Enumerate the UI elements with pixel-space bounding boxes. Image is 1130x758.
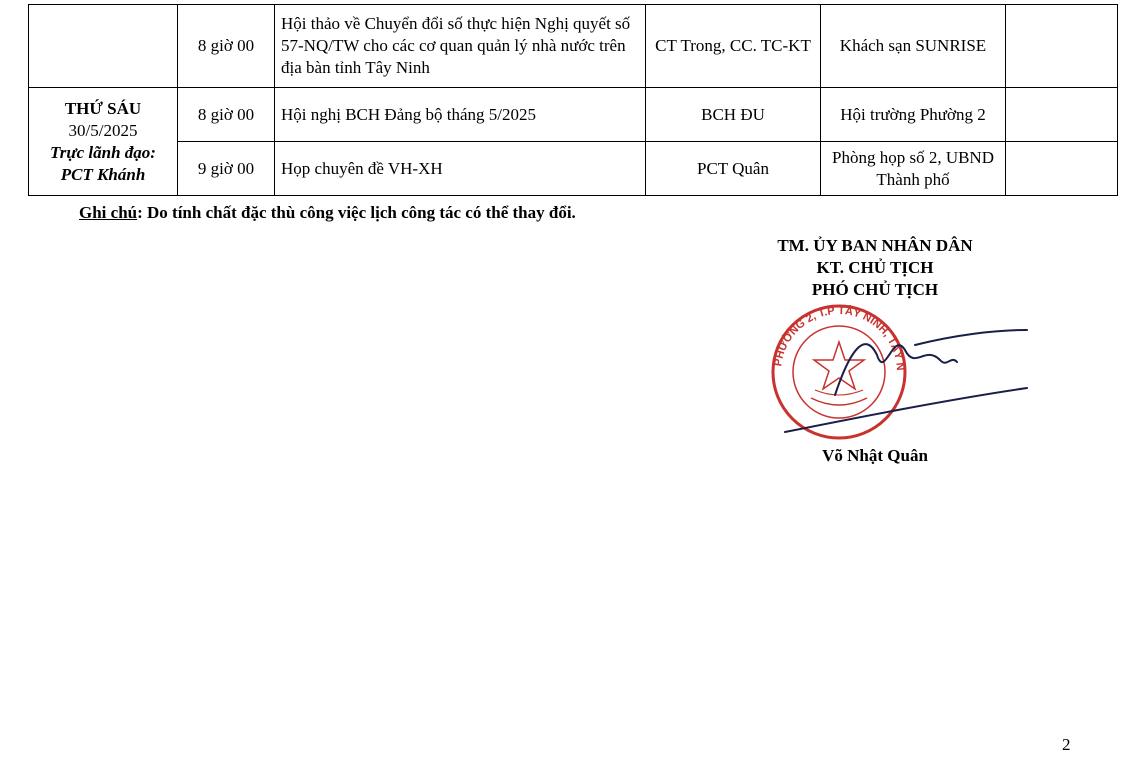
signature-title-block <box>730 235 1020 301</box>
content-cell: Hội nghị BCH Đảng bộ tháng 5/2025 <box>275 88 646 142</box>
note-cell <box>1006 88 1118 142</box>
official-stamp-icon <box>765 300 1035 440</box>
table-row <box>29 142 1118 196</box>
note-cell <box>1006 5 1118 88</box>
page-number: 2 <box>1062 735 1071 754</box>
signer-name: Võ Nhật Quân <box>822 446 928 465</box>
content-cell: Họp chuyên đề VH-XH <box>275 142 646 196</box>
signature-line-1: TM. ỦY BAN NHÂN DÂN <box>777 236 973 255</box>
time-cell: 8 giờ 00 <box>178 88 275 142</box>
host-cell: PCT Quân <box>646 142 821 196</box>
stamp-and-signature <box>765 300 1035 440</box>
signature-line-3: PHÓ CHỦ TỊCH <box>811 280 939 299</box>
day-date: 30/5/2025 <box>68 120 138 140</box>
note-cell <box>1006 142 1118 196</box>
duty-leader: PCT Khánh <box>60 164 146 184</box>
place-cell: Khách sạn SUNRISE <box>821 5 1006 88</box>
host-cell: BCH ĐU <box>646 88 821 142</box>
host-cell: CT Trong, CC. TC-KT <box>646 5 821 88</box>
time-cell: 8 giờ 00 <box>178 5 275 88</box>
signature-line-2: KT. CHỦ TỊCH <box>816 258 934 277</box>
schedule-table <box>28 4 1118 196</box>
day-cell <box>29 88 178 196</box>
content-cell: Hội thảo về Chuyển đổi số thực hiện Nghị quyết số 57-NQ/TW cho các cơ quan quản lý nhà nước trên địa bàn tỉnh Tây Ninh <box>275 5 646 88</box>
svg-text:PHƯỜNG 2, T.P TÂY NINH, TÂY NI: PHƯỜNG 2, T.P TÂY NINH, TÂY N <box>772 304 907 372</box>
day-name: THỨ SÁU <box>64 98 142 118</box>
table-row <box>29 5 1118 88</box>
place-cell: Hội trường Phường 2 <box>821 88 1006 142</box>
place-cell: Phòng họp số 2, UBND Thành phố <box>821 142 1006 196</box>
day-cell-empty <box>29 5 178 88</box>
footnote <box>79 203 576 223</box>
time-cell: 9 giờ 00 <box>178 142 275 196</box>
footnote-label: Ghi chú <box>79 203 138 222</box>
table-row <box>29 88 1118 142</box>
footnote-text: : Do tính chất đặc thù công việc lịch công tác có thể thay đổi. <box>137 203 576 222</box>
duty-label: Trực lãnh đạo: <box>50 142 156 162</box>
